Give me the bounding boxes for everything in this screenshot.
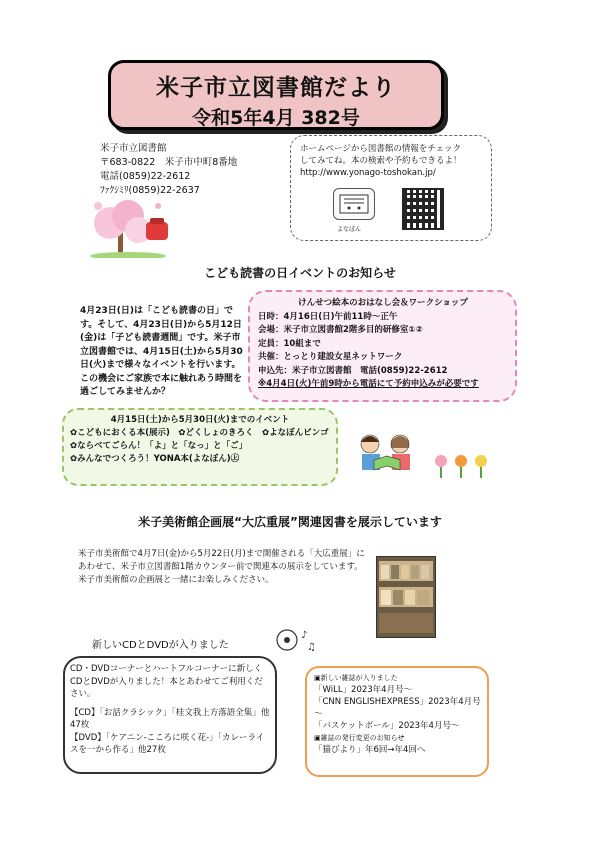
magazine-item-1: 「WiLL」2023年4月号～ [314, 685, 413, 695]
workshop-note: ※4月4日(火)午前9時から電話にて予約申込みが必要です [258, 379, 479, 389]
events-line2: ✿ならべてごらん！「よ」と「なっ」と「ご」 [70, 441, 248, 451]
kodomo-intro: 4月23日(日)は「こども読書の日」です。そして、4月23日(日)から5月12日(金)は「子ども読書週間」です。米子市立図書館では、4月15日(土)から5月30日(火)まで様々なイベントを行います。この機会にご家族で本に触れあう時間を過ごしてみませんか？ [80, 306, 243, 397]
events-line1: ✿こどもにおくる本(展示) ✿どくしょのきろく ✿よなぼんビンゴ [70, 428, 329, 438]
workshop-date: 日時：4月16日(日)午前11時～正午 [258, 311, 398, 322]
qr-code-icon[interactable] [402, 188, 444, 230]
children-reading-illustration [352, 430, 422, 476]
workshop-info [258, 297, 508, 392]
cd-list: 【CD】「お話クラシック」「桂文我上方落語全集」他47枚 [70, 707, 270, 730]
newsletter-title: 米子市立図書館だより [156, 75, 396, 101]
cd-info [70, 663, 270, 757]
svg-text:♪: ♪ [301, 630, 308, 641]
library-info [100, 142, 237, 198]
workshop-place: 会場：米子市立図書館2階多目的研修室①② [258, 325, 423, 335]
museum-heading: 米子美術館企画展“大広重展”関連図書を展示しています [138, 515, 442, 529]
library-name: 米子市立図書館 [100, 143, 167, 154]
book-icon: ▣ [314, 674, 321, 682]
library-phone: 電話(0859)22-2612 [100, 171, 191, 182]
magazine-info [314, 672, 484, 756]
issue-number: 令和5年4月 382号 [192, 107, 360, 129]
mascot-label: よなぼん [337, 226, 362, 233]
dvd-list: 【DVD】「ケアニン-こころに咲く花-」「カレーライスを一から作る」他27枚 [70, 732, 265, 755]
homepage-url[interactable]: http://www.yonago-toshokan.jp/ [300, 168, 436, 178]
cd-body: CD・DVDコーナーとハートフルコーナーに新しくCDとDVDが入りました！本とあわせてご利用ください。 [70, 664, 263, 699]
tulips-illustration [432, 452, 492, 480]
workshop-title: けんせつ絵本のおはなし会＆ワークショップ [298, 298, 468, 308]
kodomo-heading: こども読書の日イベントのお知らせ [204, 266, 396, 280]
homepage-line2: してみてね。本の検索や予約もできるよ！ [300, 156, 462, 166]
museum-body: 米子市美術館で4月7日(金)から5月22日(月)まで開催される「大広重展」にあわせて、米子市立図書館1階カウンター前で関連本の展示をしています。米子市美術館の企画展と一緒にお楽しみください。 [78, 549, 365, 585]
magazine-change-title: ▣雑誌の発行変更のお知らせ [314, 734, 405, 742]
events-title: 4月15日(土)から5月30日(火)までのイベント [110, 415, 290, 425]
newsletter-title-box [108, 60, 444, 130]
library-address: 〒683-0822 米子市中町8番地 [100, 157, 238, 168]
events-info [70, 414, 330, 466]
book-display-photo [376, 556, 436, 638]
magazine-new-title: ▣新しい雑誌が入りました [314, 674, 398, 682]
yonabon-mascot-icon [333, 188, 375, 220]
magazine-item-3: 「バスケットボール」2023年4月号～ [314, 721, 460, 731]
magazine-change-item: 「猫びより」年6回→年4回へ [314, 745, 426, 755]
book-icon: ▣ [314, 734, 321, 742]
workshop-capacity: 定員：10組まで [258, 338, 321, 349]
workshop-cohost: 共催：とっとり建設女星ネットワーク [258, 352, 403, 362]
cherry-tree-illustration [88, 198, 178, 258]
music-notes-icon [275, 626, 319, 654]
workshop-apply: 申込先：米子市立図書館 電話(0859)22-2612 [258, 365, 448, 376]
svg-text:♫: ♫ [307, 642, 316, 653]
cd-heading: 新しいCDとDVDが入りました [92, 640, 229, 651]
events-line3: ✿みんなでつくろう！YONA本(よなぼん)㊤ [70, 454, 240, 464]
library-fax: ﾌｧｸｼﾐﾘ(0859)22-2637 [100, 185, 200, 196]
homepage-line1: ホームページから図書館の情報をチェック [300, 144, 462, 154]
magazine-item-2: 「CNN ENGLISHEXPRESS」2023年4月号～ [314, 697, 481, 719]
homepage-text [300, 143, 485, 179]
